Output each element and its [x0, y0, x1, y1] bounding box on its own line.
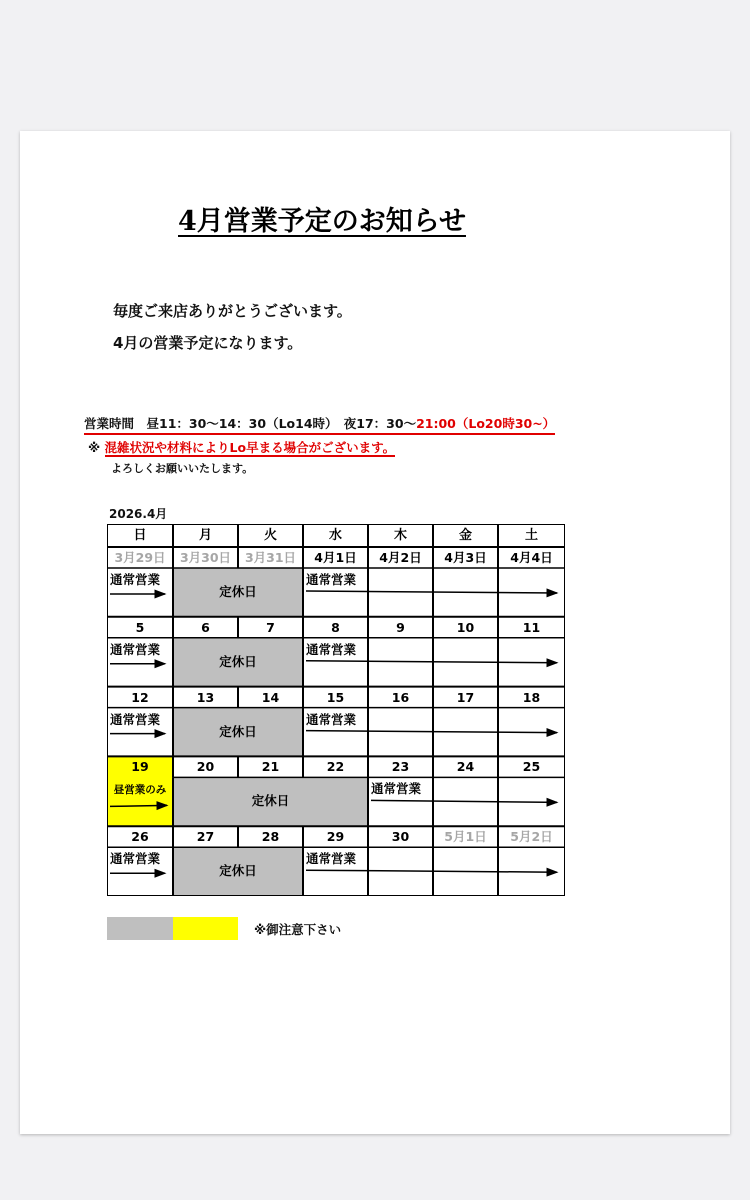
notice-title: 4月営業予定のお知らせ [178, 206, 466, 237]
business-hours-closing: 21:00（Lo20時30~） [416, 416, 556, 431]
open-label: 通常営業 [306, 851, 357, 867]
open-label: 通常営業 [110, 641, 161, 657]
day-number: 20 [196, 759, 215, 775]
day-number: 27 [196, 829, 215, 845]
day-number: 12 [131, 689, 149, 705]
thanks-text: よろしくお願いいたします。 [111, 462, 254, 475]
open-label: 通常営業 [306, 641, 357, 657]
day-number: 7 [266, 619, 275, 635]
warning-note [88, 438, 395, 456]
open-label: 通常営業 [371, 781, 422, 797]
day-number: 19 [131, 759, 149, 775]
closed-label: 定休日 [219, 723, 257, 739]
closed-label: 定休日 [219, 653, 257, 669]
weekday-header: 日 [133, 528, 147, 543]
day-number: 29 [326, 829, 345, 845]
day-number: 10 [456, 619, 475, 635]
day-number: 16 [391, 689, 410, 705]
open-arrow [306, 591, 557, 593]
legend-lunch-only-swatch [173, 917, 238, 940]
closed-label: 定休日 [219, 584, 257, 599]
day-number: 5月2日 [510, 829, 553, 845]
day-number: 22 [326, 759, 345, 775]
legend-closed-swatch [107, 917, 173, 940]
open-label: 通常営業 [110, 572, 161, 587]
open-arrow [371, 800, 557, 802]
business-hours-text: 営業時間 昼11：30〜14：30（Lo14時） 夜17：30〜 [84, 416, 417, 431]
day-number: 14 [261, 689, 280, 705]
calendar-month-label: 2026.4月 [109, 507, 168, 521]
weekday-header: 金 [458, 528, 472, 543]
day-number: 18 [522, 689, 541, 705]
open-label: 通常営業 [110, 711, 161, 727]
business-hours [84, 414, 555, 435]
warning-mark: ※ [88, 440, 101, 455]
day-number: 4月4日 [510, 550, 553, 565]
legend-note: ※御注意下さい [254, 922, 342, 937]
greeting-line-2: 4月の営業予定になります。 [113, 334, 303, 352]
day-number: 11 [522, 619, 541, 635]
day-number: 23 [391, 759, 410, 775]
notice-page [20, 131, 730, 1134]
greeting-line-1: 毎度ご来店ありがとうございます。 [113, 302, 352, 320]
day-number: 4月2日 [379, 550, 422, 565]
day-number: 21 [261, 759, 280, 775]
day-number: 17 [456, 689, 475, 705]
day-number: 3月30日 [179, 550, 232, 565]
weekday-header: 土 [524, 528, 538, 543]
day-number: 13 [196, 689, 215, 705]
day-number: 4月3日 [444, 550, 487, 565]
weekday-header: 月 [198, 528, 212, 543]
open-arrow [306, 870, 557, 872]
business-calendar [107, 524, 565, 896]
open-label: 通常営業 [110, 851, 161, 867]
day-number: 30 [391, 829, 410, 845]
lunch-only-label: 昼営業のみ [113, 784, 167, 797]
closed-label: 定休日 [219, 863, 257, 879]
weekday-header: 木 [393, 528, 407, 543]
day-number: 5月1日 [444, 829, 487, 845]
day-number: 15 [326, 689, 345, 705]
lunch-only-arrow [110, 805, 167, 806]
day-number: 28 [261, 829, 280, 845]
day-number: 5 [135, 619, 145, 635]
day-number: 3月31日 [244, 550, 297, 565]
warning-text: 混雑状況や材料によりLo早まる場合がございます。 [104, 440, 396, 455]
open-arrow [306, 661, 557, 663]
open-label: 通常営業 [306, 711, 357, 727]
day-number: 6 [201, 619, 210, 635]
open-arrow [306, 731, 557, 733]
day-number: 25 [522, 759, 541, 775]
day-number: 8 [331, 619, 340, 635]
weekday-header: 水 [328, 528, 342, 543]
day-number: 24 [456, 759, 475, 775]
weekday-header: 火 [263, 528, 277, 543]
closed-label: 定休日 [251, 793, 290, 809]
day-number: 3月29日 [114, 550, 166, 565]
day-number: 9 [396, 619, 405, 635]
day-number: 26 [131, 829, 149, 845]
open-label: 通常営業 [306, 572, 357, 587]
day-number: 4月1日 [314, 550, 357, 565]
